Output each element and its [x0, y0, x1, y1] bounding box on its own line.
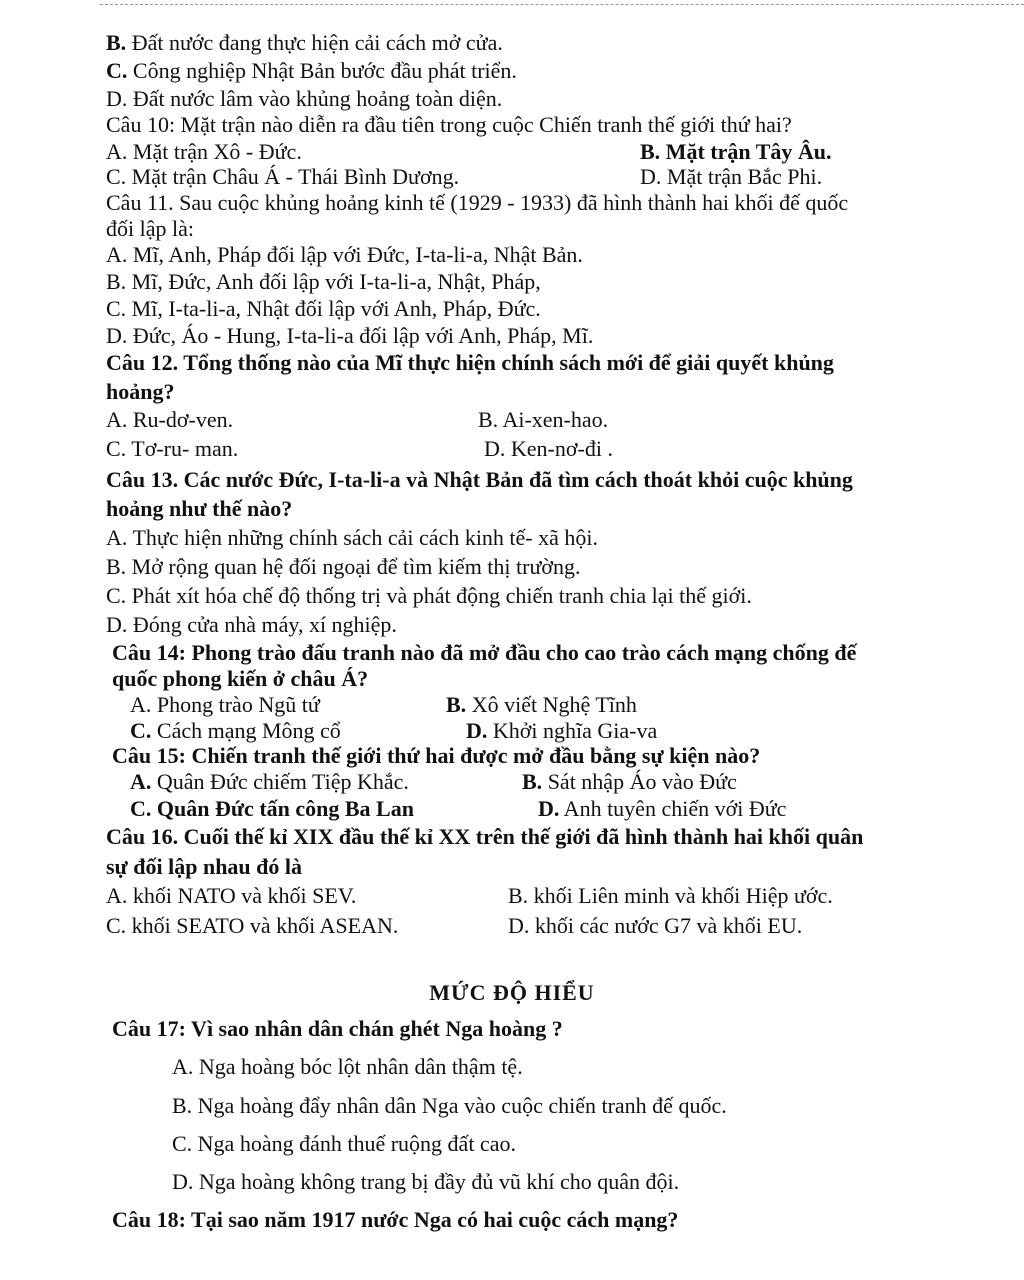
q9-option-c	[106, 56, 517, 85]
q12-option-d: D. Ken-nơ-đi .	[484, 436, 613, 461]
option-text: Đất nước đang thực hiện cải cách mở cửa.	[126, 30, 503, 55]
option-key: B.	[446, 692, 467, 717]
q11-option-b: B. Mĩ, Đức, Anh đối lập với I-ta-li-a, Nhật, Pháp,	[106, 269, 541, 294]
q15-option-c: C. Quân Đức tấn công Ba Lan	[130, 796, 414, 821]
q18-question: Câu 18: Tại sao năm 1917 nước Nga có hai cuộc cách mạng?	[112, 1207, 679, 1232]
q16-option-b: B. khối Liên minh và khối Hiệp ước.	[508, 883, 833, 908]
q11-question-line1: Câu 11. Sau cuộc khủng hoảng kinh tế (1929 - 1933) đã hình thành hai khối đế quốc	[106, 190, 849, 215]
q10-option-a: A. Mặt trận Xô - Đức.	[106, 139, 302, 164]
option-text: Anh tuyên chiến với Đức	[559, 796, 787, 821]
q10-option-d: D. Mặt trận Bắc Phi.	[640, 164, 823, 189]
q13-option-a: A. Thực hiện những chính sách cải cách kinh tế- xã hội.	[106, 525, 599, 550]
q12-option-c: C. Tơ-ru- man.	[106, 436, 239, 461]
q17-question: Câu 17: Vì sao nhân dân chán ghét Nga hoàng ?	[112, 1016, 563, 1041]
q10-option-c: C. Mặt trận Châu Á - Thái Bình Dương.	[106, 164, 460, 189]
q13-option-d: D. Đóng cửa nhà máy, xí nghiệp.	[106, 612, 397, 637]
q10-question: Câu 10: Mặt trận nào diễn ra đầu tiên trong cuộc Chiến tranh thế giới thứ hai?	[106, 112, 792, 137]
q11-option-d: D. Đức, Áo - Hung, I-ta-li-a đối lập với Anh, Pháp, Mĩ.	[106, 323, 594, 348]
q9-option-b	[106, 28, 503, 57]
option-key: B.	[522, 769, 543, 794]
option-text: Sát nhập Áo vào Đức	[542, 769, 737, 794]
q12-option-a: A. Ru-dơ-ven.	[106, 407, 234, 432]
q13-question-line1: Câu 13. Các nước Đức, I-ta-li-a và Nhật Bản đã tìm cách thoát khỏi cuộc khủng	[106, 467, 853, 492]
q14-question-line2: quốc phong kiến ở châu Á?	[112, 666, 369, 691]
q15-option-a	[130, 767, 409, 796]
q14-question-line1: Câu 14: Phong trào đấu tranh nào đã mở đầu cho cao trào cách mạng chống đế	[112, 640, 857, 665]
q12-question-line1: Câu 12. Tổng thống nào của Mĩ thực hiện chính sách mới để giải quyết khủng	[106, 350, 834, 375]
option-text: Xô viết Nghệ Tĩnh	[466, 692, 637, 717]
option-key: D.	[466, 718, 488, 743]
q13-question-line2: hoảng như thế nào?	[106, 496, 293, 521]
q16-option-a: A. khối NATO và khối SEV.	[106, 883, 357, 908]
q10-option-b: B. Mặt trận Tây Âu.	[640, 139, 832, 164]
option-key: D.	[538, 796, 560, 821]
q11-question-line2: đối lập là:	[106, 216, 194, 241]
top-dashed-rule	[100, 4, 1024, 5]
option-key: C.	[130, 718, 152, 743]
q13-option-c: C. Phát xít hóa chế độ thống trị và phát động chiến tranh chia lại thế giới.	[106, 583, 752, 608]
q16-question-line1: Câu 16. Cuối thế kỉ XIX đầu thế kỉ XX trên thế giới đã hình thành hai khối quân	[106, 824, 864, 849]
q17-option-d: D. Nga hoàng không trang bị đầy đủ vũ khí cho quân đội.	[172, 1169, 680, 1194]
q11-option-c: C. Mĩ, I-ta-li-a, Nhật đối lập với Anh, Pháp, Đức.	[106, 296, 541, 321]
option-key: B.	[106, 30, 127, 55]
q14-option-a: A. Phong trào Ngũ tứ	[130, 692, 320, 717]
section-heading: MỨC ĐỘ HIỂU	[429, 980, 595, 1005]
q17-option-a: A. Nga hoàng bóc lột nhân dân thậm tệ.	[172, 1054, 523, 1079]
option-key: A.	[130, 769, 152, 794]
q11-option-a: A. Mĩ, Anh, Pháp đối lập với Đức, I-ta-li-a, Nhật Bản.	[106, 242, 583, 267]
q16-question-line2: sự đối lập nhau đó là	[106, 854, 303, 879]
q9-option-d: D. Đất nước lâm vào khủng hoảng toàn diện.	[106, 86, 503, 111]
q17-option-b: B. Nga hoàng đẩy nhân dân Nga vào cuộc chiến tranh đế quốc.	[172, 1093, 727, 1118]
q17-option-c: C. Nga hoàng đánh thuế ruộng đất cao.	[172, 1131, 516, 1156]
option-text: Cách mạng Mông cổ	[151, 718, 341, 743]
q14-option-b	[446, 690, 637, 719]
q12-option-b: B. Ai-xen-hao.	[478, 407, 609, 432]
q16-option-d: D. khối các nước G7 và khối EU.	[508, 913, 803, 938]
q15-option-b	[522, 767, 737, 796]
q16-option-c: C. khối SEATO và khối ASEAN.	[106, 913, 399, 938]
q13-option-b: B. Mở rộng quan hệ đối ngoại để tìm kiếm thị trường.	[106, 554, 581, 579]
q15-question: Câu 15: Chiến tranh thế giới thứ hai được mở đầu bằng sự kiện nào?	[112, 743, 761, 768]
q15-option-d	[538, 794, 786, 823]
option-text: Công nghiệp Nhật Bản bước đầu phát triển.	[127, 58, 517, 83]
q12-question-line2: hoảng?	[106, 379, 175, 404]
option-text: Khởi nghĩa Gia-va	[487, 718, 658, 743]
option-key: C.	[106, 58, 128, 83]
option-text: Quân Đức chiếm Tiệp Khắc.	[151, 769, 409, 794]
